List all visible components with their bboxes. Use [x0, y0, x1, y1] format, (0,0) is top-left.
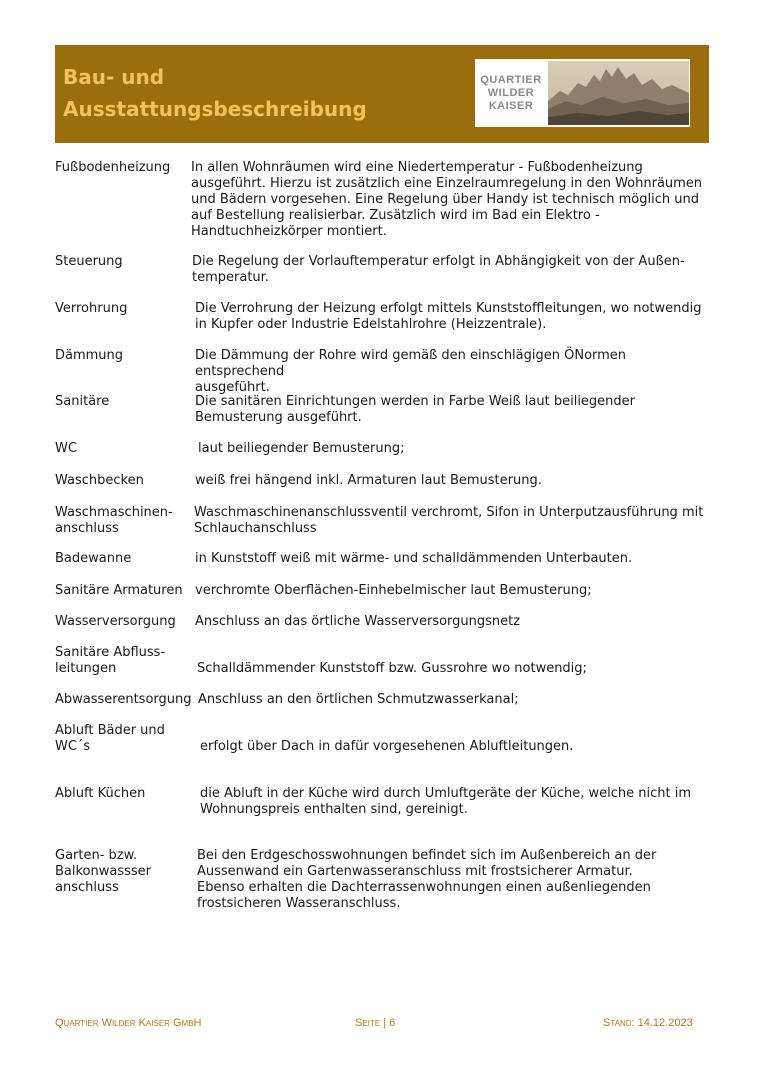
spec-description: In allen Wohnräumen wird eine Niedertemperatur - Fußbodenheizung ausgeführt. Hierzu ist zusätzlich eine Einzelraumregelung in den Wohnräumen und Bädern vorgesehen. Eine Regelung über Handy ist technisch möglich und auf Bestellung realisierbar. Zusätzlich wird im Bad ein Elektro - Handtuchheizkörper montiert.: [191, 160, 703, 239]
footer-page-label: Seite: [355, 1017, 381, 1029]
spec-description: in Kunststoff weiß mit wärme- und schalldämmenden Unterbauten.: [195, 551, 633, 566]
spec-description: Die Verrohrung der Heizung erfolgt mittels Kunststoffleitungen, wo notwendig in Kupfer oder Industrie Edelstahlrohre (Heizzentrale).: [195, 301, 702, 332]
spec-label: Waschbecken: [55, 473, 144, 488]
spec-description: verchromte Oberflächen-Einhebelmischer laut Bemusterung;: [195, 583, 592, 598]
spec-description: Waschmaschinenanschlussventil verchromt, Sifon in Unterputzausführung mit Schlauchanschluss: [194, 505, 704, 536]
spec-description: laut beiliegender Bemusterung;: [198, 441, 405, 456]
spec-description: Die Dämmung der Rohre wird gemäß den einschlägigen ÖNormen entsprechend ausgeführt.: [195, 348, 627, 395]
spec-label: Steuerung: [55, 254, 123, 269]
document-title: [63, 61, 367, 125]
spec-label: Abluft Bäder und WC´s: [55, 723, 165, 754]
footer-date-label: Stand:: [603, 1017, 635, 1029]
spec-description: die Abluft in der Küche wird durch Umluftgeräte der Küche, welche nicht im Wohnungspreis enthalten sind, gereinigt.: [200, 786, 691, 817]
spec-label: Dämmung: [55, 348, 124, 363]
spec-label: Sanitäre Armaturen: [55, 583, 183, 598]
footer-page-number: 6: [389, 1017, 396, 1029]
footer-page-separator: |: [383, 1017, 387, 1029]
logo-wordmark: [475, 59, 547, 127]
spec-description: Die sanitären Einrichtungen werden in Farbe Weiß laut beiliegender Bemusterung ausgeführt.: [195, 394, 636, 425]
spec-description: weiß frei hängend inkl. Armaturen laut Bemusterung.: [195, 473, 542, 488]
company-logo: [475, 59, 690, 127]
spec-label: Wasserversorgung: [55, 614, 176, 629]
footer-page: [355, 1017, 395, 1029]
spec-label: Garten- bzw. Balkonwassser anschluss: [55, 848, 152, 895]
logo-line-2: WILDER: [487, 86, 535, 99]
logo-line-3: KAISER: [488, 99, 534, 112]
spec-label: Verrohrung: [55, 301, 128, 316]
spec-description: Bei den Erdgeschosswohnungen befindet sich im Außenbereich an der Aussenwand ein Gartenwasseranschluss mit frostsicherer Armatur. Ebenso erhalten die Dachterrassenwohnungen einen außenliegenden frostsicheren Wasseranschluss.: [197, 848, 657, 911]
spec-description: Die Regelung der Vorlauftemperatur erfolgt in Abhängigkeit von der Außen- temperatur.: [192, 254, 685, 285]
spec-label: Waschmaschinen- anschluss: [55, 505, 173, 536]
spec-label: Abluft Küchen: [55, 786, 146, 801]
spec-label: Sanitäre Abfluss- leitungen: [55, 645, 166, 676]
spec-description: erfolgt über Dach in dafür vorgesehenen Abluftleitungen.: [200, 739, 574, 754]
footer-company: Quartier Wilder Kaiser GmbH: [55, 1017, 202, 1029]
spec-label: Badewanne: [55, 551, 132, 566]
logo-line-1: QUARTIER: [480, 73, 542, 86]
spec-description: Schalldämmender Kunststoff bzw. Gussrohre wo notwendig;: [197, 661, 587, 676]
header-banner: [55, 45, 709, 143]
mountain-image: [548, 61, 689, 125]
spec-label: Fußbodenheizung: [55, 160, 171, 175]
spec-description: Anschluss an den örtlichen Schmutzwasserkanal;: [198, 692, 519, 707]
spec-label: Abwasserentsorgung: [55, 692, 192, 707]
spec-description: Anschluss an das örtliche Wasserversorgungsnetz: [195, 614, 521, 629]
footer-date-value: 14.12.2023: [637, 1017, 693, 1029]
title-line-1: Bau- und: [63, 65, 165, 89]
spec-label: Sanitäre: [55, 394, 110, 409]
footer-date: [603, 1017, 693, 1029]
title-line-2: Ausstattungsbeschreibung: [63, 97, 367, 121]
spec-label: WC: [55, 441, 77, 456]
